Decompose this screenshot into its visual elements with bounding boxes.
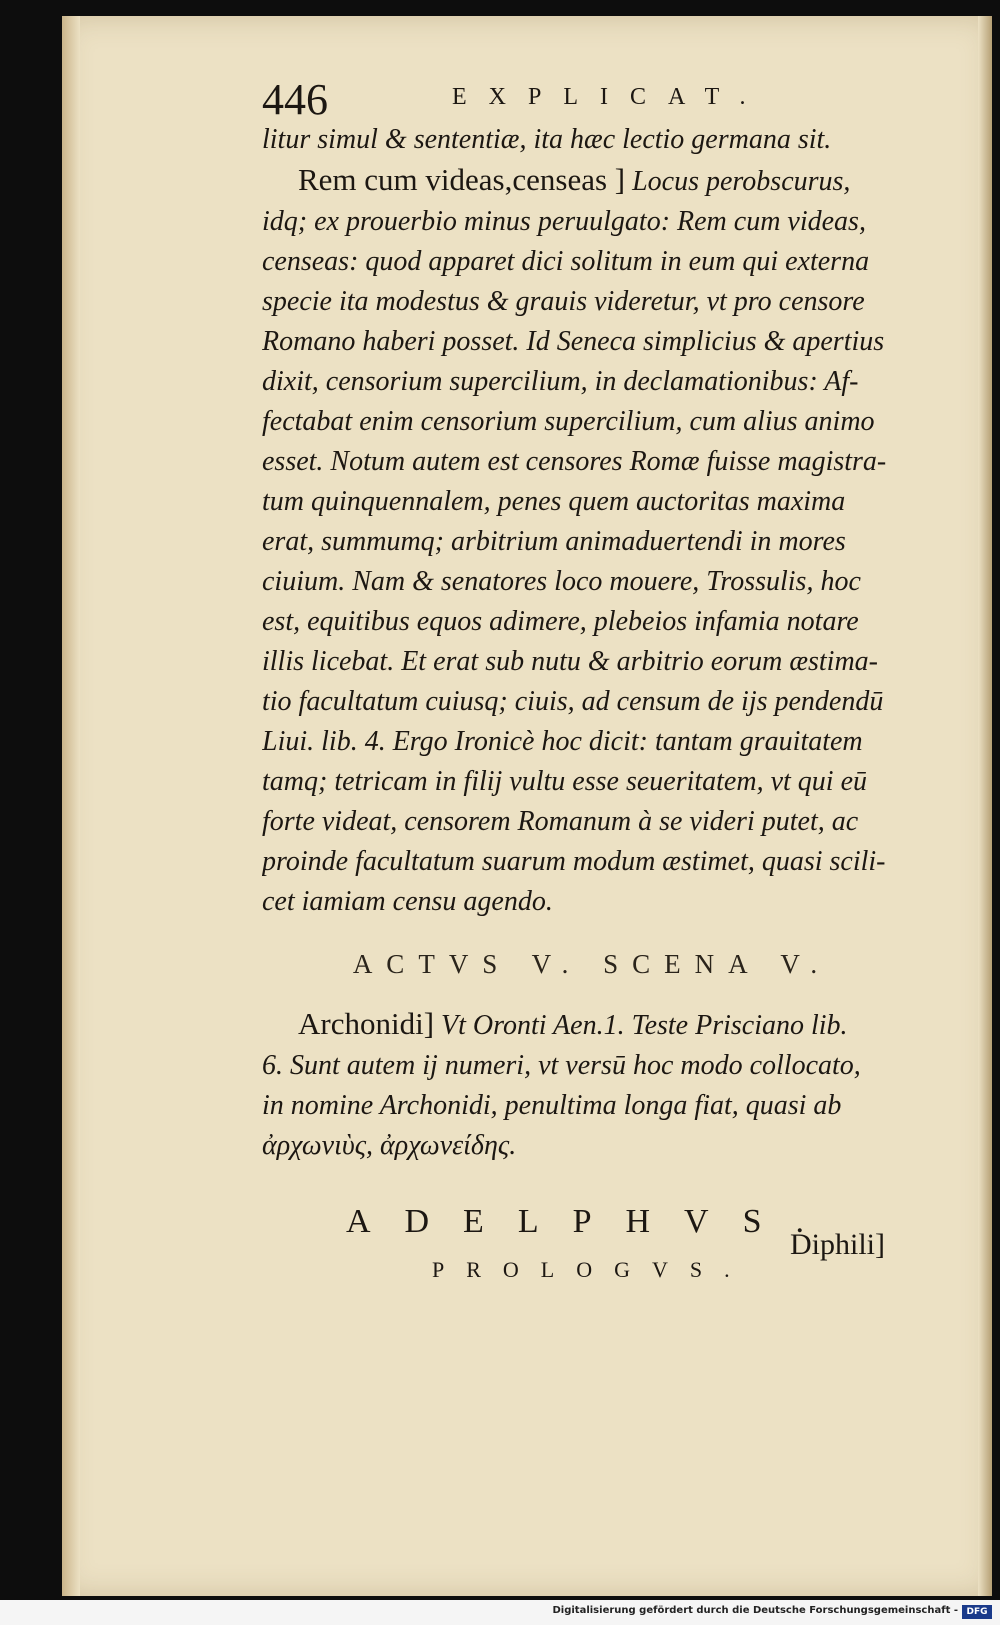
page-left-edge bbox=[62, 16, 80, 1596]
text-line: censeas: quod apparet dici solitum in eum qui externa bbox=[262, 246, 870, 277]
text-line bbox=[262, 1004, 922, 1046]
text-line: idq; ex prouerbio minus peruulgato: Rem cum videas, bbox=[262, 206, 866, 237]
text-fragment: Vt Oronti Aen.1. Teste Prisciano lib. bbox=[441, 1010, 848, 1041]
catchword: Diphili] bbox=[790, 1228, 885, 1261]
funding-credit: Digitalisierung gefördert durch die Deutsche Forschungsgemeinschaft - bbox=[552, 1605, 958, 1616]
page-header bbox=[262, 74, 882, 124]
text-line: erat, summumq; arbitrium animaduertendi in mores bbox=[262, 526, 846, 557]
page-number: 446 bbox=[262, 75, 328, 124]
text-line: Romano haberi posset. Id Seneca simplicius & apertius bbox=[262, 326, 885, 357]
text-line: dixit, censorium supercilium, in declamationibus: Af- bbox=[262, 366, 859, 397]
footer-bar bbox=[0, 1600, 1000, 1625]
text-line: specie ita modestus & grauis videretur, vt pro censore bbox=[262, 286, 865, 317]
lemma: Rem cum videas,censeas ] bbox=[298, 162, 626, 197]
text-line: forte videat, censorem Romanum à se videri putet, ac bbox=[262, 806, 859, 837]
text-line: esset. Notum autem est censores Romæ fuisse magistra- bbox=[262, 446, 887, 477]
text-line: est, equitibus equos adimere, plebeios infamia notare bbox=[262, 606, 859, 637]
text-fragment: Locus perobscurus, bbox=[632, 166, 851, 197]
main-text bbox=[262, 120, 922, 1290]
text-line: tio facultatum cuiusq; ciuis, ad censum de ijs pendendū bbox=[262, 686, 884, 717]
text-line: tamq; tetricam in filij vultu esse seueritatem, vt qui eū bbox=[262, 766, 867, 797]
lemma: Archonidi] bbox=[298, 1006, 435, 1041]
play-title: ADELPHVS. bbox=[345, 1203, 839, 1240]
text-line: ciuium. Nam & senatores loco mouere, Trossulis, hoc bbox=[262, 566, 861, 597]
text-line: Liui. lib. 4. Ergo Ironicè hoc dicit: tantam grauitatem bbox=[262, 726, 863, 757]
text-line: illis licebat. Et erat sub nutu & arbitrio eorum æstima- bbox=[262, 646, 878, 677]
text-line: fectabat enim censorium supercilium, cum alius animo bbox=[262, 406, 875, 437]
dfg-logo: DFG bbox=[962, 1605, 992, 1619]
spacer bbox=[262, 1166, 922, 1202]
text-line: proinde facultatum suarum modum æstimet, quasi scili- bbox=[262, 846, 886, 877]
prologue-heading: PROLOGVS. bbox=[432, 1257, 752, 1282]
text-line: litur simul & sententiæ, ita hæc lectio germana sit. bbox=[262, 124, 832, 155]
page-right-edge bbox=[978, 16, 992, 1596]
text-line: 6. Sunt autem ij numeri, vt versū hoc modo collocato, bbox=[262, 1050, 861, 1081]
text-line: in nomine Archonidi, penultima longa fiat, quasi ab bbox=[262, 1090, 842, 1121]
text-line: tum quinquennalem, penes quem auctoritas maxima bbox=[262, 486, 846, 517]
text-line: cet iamiam censu agendo. bbox=[262, 886, 553, 917]
text-line: ἀρχωνιὺς, ἀρχωνείδης. bbox=[262, 1130, 517, 1161]
running-head: EXPLICAT. bbox=[452, 84, 768, 110]
text-line bbox=[262, 160, 922, 202]
act-scene-heading: ACTVS V. SCENA V. bbox=[352, 949, 832, 979]
